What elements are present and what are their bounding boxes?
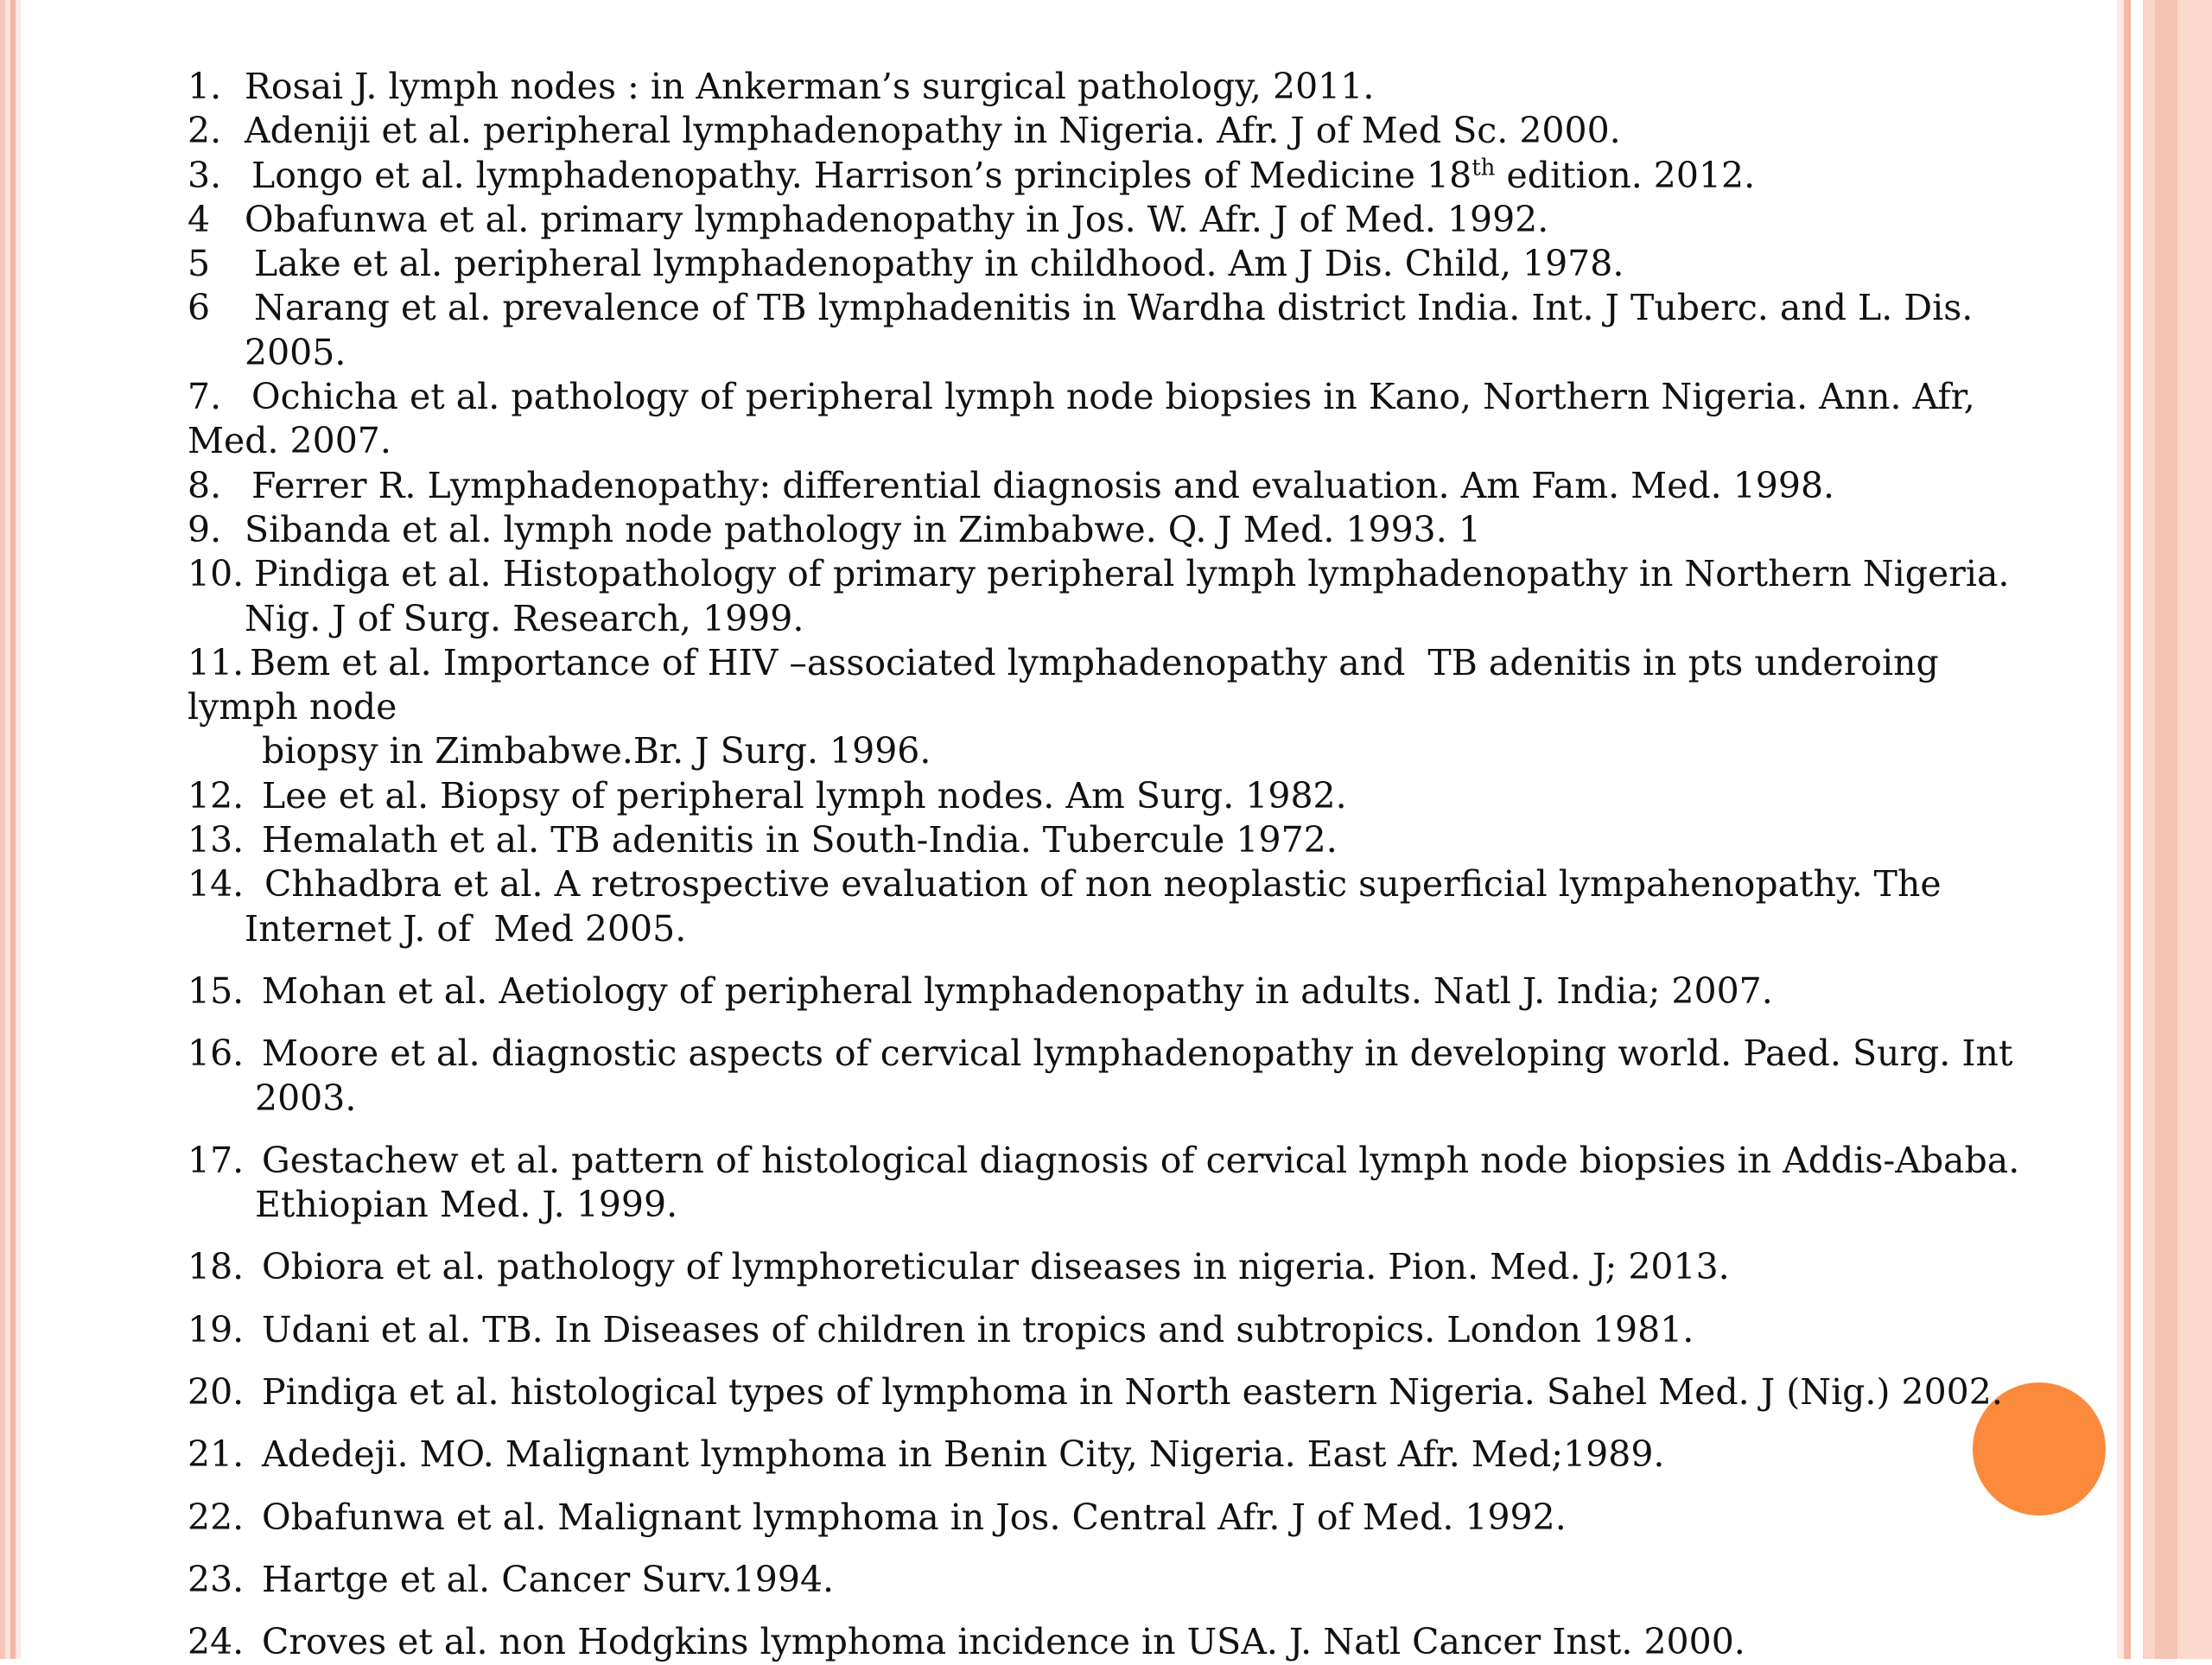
reference-text: Lee et al. Biopsy of peripheral lymph nodes. Am Surg. 1982. [262, 774, 1347, 817]
superscript: th [1471, 154, 1496, 181]
reference-item [188, 464, 2106, 508]
reference-text: biopsy in Zimbabwe.Br. J Surg. 1996. [262, 730, 931, 772]
reference-number: 2. [188, 110, 222, 152]
reference-item [188, 286, 2106, 330]
reference-number: 22. [188, 1496, 245, 1538]
reference-number: 6 [188, 287, 211, 329]
reference-item-continued [188, 729, 2106, 773]
reference-text: Croves et al. non Hodgkins lymphoma incidence in USA. J. Natl Cancer Inst. 2000. [262, 1621, 1745, 1663]
reference-item [188, 774, 2106, 818]
reference-item-continued [188, 1077, 2106, 1121]
reference-text: Mohan et al. Aetiology of peripheral lymphadenopathy in adults. Natl J. India; 2007. [262, 969, 1773, 1012]
reference-number: 1. [188, 66, 222, 107]
reference-text: Med. 2007. [188, 420, 391, 462]
reference-item [188, 862, 2106, 906]
reference-item [188, 1032, 2106, 1076]
reference-text: Bem et al. Importance of HIV –associated lymphadenopathy and TB adenitis in pts underoing [250, 641, 1939, 683]
reference-item-continued [188, 331, 2106, 375]
reference-item [188, 1620, 2106, 1664]
reference-text: Longo et al. lymphadenopathy. Harrison’s principles of Medicine 18 [251, 154, 1472, 196]
reference-item [188, 1139, 2106, 1183]
reference-text: Udani et al. TB. In Diseases of children in tropics and subtropics. London 1981. [262, 1308, 1694, 1350]
reference-text: Obafunwa et al. primary lymphadenopathy in Jos. W. Afr. J of Med. 1992. [245, 198, 1549, 240]
reference-item [188, 1370, 2106, 1414]
reference-number: 15. [188, 969, 245, 1012]
reference-item [188, 1433, 2106, 1477]
reference-number: 19. [188, 1308, 245, 1350]
reference-text: Obiora et al. pathology of lymphoreticular diseases in nigeria. Pion. Med. J; 2013. [262, 1246, 1730, 1288]
reference-item [188, 552, 2106, 596]
reference-item-continued [188, 907, 2106, 951]
reference-item [188, 375, 2106, 419]
reference-number: 4 [188, 198, 211, 240]
slide-right-border [2117, 0, 2212, 1659]
reference-text-continued: edition. 2012. [1495, 154, 1756, 196]
reference-number: 9. [188, 508, 222, 550]
reference-number: 5 [188, 243, 211, 285]
slide-left-border [0, 0, 21, 1659]
reference-text: Lake et al. peripheral lymphadenopathy in childhood. Am J Dis. Child, 1978. [254, 243, 1624, 285]
reference-text: Narang et al. prevalence of TB lymphadenitis in Wardha district India. Int. J Tuberc. and L. Dis. [254, 287, 1974, 329]
reference-item [188, 508, 2106, 552]
reference-number: 10. [188, 553, 245, 595]
reference-number: 7. [188, 376, 222, 418]
reference-item [188, 1245, 2106, 1289]
reference-number: 8. [188, 464, 222, 506]
reference-list [188, 65, 2106, 1665]
reference-item [188, 1496, 2106, 1540]
reference-item [188, 818, 2106, 862]
reference-item [188, 154, 2106, 198]
reference-text: Ochicha et al. pathology of peripheral lymph node biopsies in Kano, Northern Nigeria. Ann. Afr, [251, 376, 1975, 418]
reference-text: Adedeji. MO. Malignant lymphoma in Benin City, Nigeria. East Afr. Med;1989. [262, 1433, 1665, 1476]
reference-text: Adeniji et al. peripheral lymphadenopathy in Nigeria. Afr. J of Med Sc. 2000. [245, 110, 1621, 152]
reference-number: 14. [188, 863, 245, 906]
reference-text: Sibanda et al. lymph node pathology in Zimbabwe. Q. J Med. 1993. 1 [245, 508, 1481, 550]
reference-item-continued [188, 1183, 2106, 1227]
reference-text: Nig. J of Surg. Research, 1999. [245, 597, 804, 639]
reference-text: Pindiga et al. histological types of lymphoma in North eastern Nigeria. Sahel Med. J (Nig.) 2002. [262, 1371, 2003, 1414]
reference-number: 17. [188, 1139, 245, 1181]
reference-text: lymph node [188, 686, 397, 728]
reference-item-continued [188, 685, 2106, 729]
reference-text: 2003. [255, 1077, 357, 1119]
reference-item [188, 969, 2106, 1014]
reference-text: Pindiga et al. Histopathology of primary peripheral lymph lymphadenopathy in Northern Nigeria. [254, 553, 2010, 595]
reference-number: 12. [188, 774, 245, 817]
reference-item-continued [188, 597, 2106, 641]
reference-number: 18. [188, 1246, 245, 1288]
reference-item [188, 1308, 2106, 1352]
reference-number: 13. [188, 819, 245, 861]
reference-item-continued [188, 419, 2106, 463]
reference-text: Gestachew et al. pattern of histological diagnosis of cervical lymph node biopsies in Addis-Ababa. [262, 1139, 2020, 1181]
reference-text: Ethiopian Med. J. 1999. [255, 1184, 678, 1226]
reference-item [188, 109, 2106, 153]
reference-number: 24. [188, 1621, 245, 1663]
reference-number: 11. [188, 641, 245, 683]
reference-text: Internet J. of Med 2005. [245, 907, 687, 950]
reference-number: 16. [188, 1033, 245, 1075]
reference-number: 20. [188, 1371, 245, 1414]
reference-item [188, 641, 2106, 685]
reference-item [188, 198, 2106, 242]
reference-text: Chhadbra et al. A retrospective evaluation of non neoplastic superficial lympahenopathy. The [264, 863, 1942, 906]
reference-text: Obafunwa et al. Malignant lymphoma in Jos. Central Afr. J of Med. 1992. [262, 1496, 1567, 1538]
reference-text: Hemalath et al. TB adenitis in South-India. Tubercule 1972. [262, 819, 1338, 861]
reference-item [188, 242, 2106, 286]
reference-text: 2005. [245, 331, 346, 373]
reference-number: 23. [188, 1558, 245, 1600]
reference-text: Rosai J. lymph nodes : in Ankerman’s surgical pathology, 2011. [245, 66, 1375, 107]
reference-text: Moore et al. diagnostic aspects of cervical lymphadenopathy in developing world. Paed. Surg. Int [262, 1033, 2013, 1075]
reference-item [188, 65, 2106, 109]
reference-text: Ferrer R. Lymphadenopathy: differential diagnosis and evaluation. Am Fam. Med. 1998. [251, 464, 1835, 506]
reference-number: 3. [188, 154, 222, 196]
reference-number: 21. [188, 1433, 245, 1476]
reference-item [188, 1558, 2106, 1602]
reference-text: Hartge et al. Cancer Surv.1994. [262, 1558, 835, 1600]
